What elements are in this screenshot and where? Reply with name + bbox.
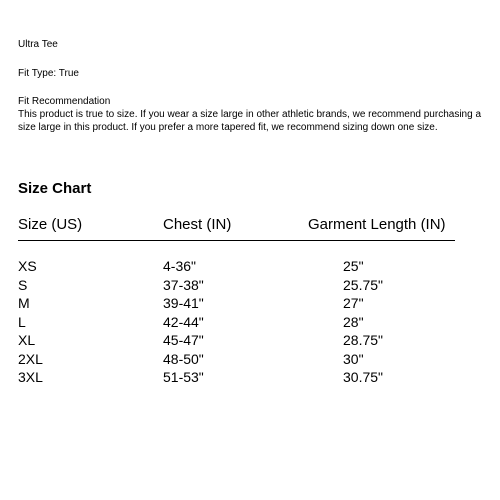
header-divider xyxy=(18,240,455,241)
chest-cell: 39-41" xyxy=(163,295,204,311)
size-cell: L xyxy=(18,313,26,330)
size-chart-header xyxy=(0,216,500,238)
chest-cell: 4-36" xyxy=(163,258,196,274)
chest-cell: 45-47" xyxy=(163,332,204,348)
table-row xyxy=(0,368,500,387)
table-row xyxy=(0,276,500,295)
size-cell: 3XL xyxy=(18,369,43,385)
length-cell: 25.75" xyxy=(343,276,384,293)
header-garment-length: Garment Length (IN) xyxy=(308,216,446,233)
size-chart-title: Size Chart xyxy=(18,180,92,197)
product-name: Ultra Tee xyxy=(18,39,58,50)
length-cell: 25" xyxy=(343,258,364,274)
size-cell: 2XL xyxy=(18,350,43,367)
chest-cell: 42-44" xyxy=(163,313,204,330)
size-cell: XL xyxy=(18,332,36,348)
fit-recommendation-title: Fit Recommendation xyxy=(18,96,111,107)
table-row xyxy=(0,294,500,313)
size-cell: S xyxy=(18,276,28,293)
table-row xyxy=(0,331,500,350)
length-cell: 28" xyxy=(343,313,364,330)
table-row xyxy=(0,350,500,369)
table-row xyxy=(0,313,500,332)
size-chart-table xyxy=(0,257,500,387)
length-cell: 30.75" xyxy=(343,369,384,385)
chest-cell: 37-38" xyxy=(163,276,204,293)
length-cell: 27" xyxy=(343,295,364,311)
size-cell: M xyxy=(18,295,30,311)
length-cell: 30" xyxy=(343,350,364,367)
length-cell: 28.75" xyxy=(343,332,384,348)
chest-cell: 51-53" xyxy=(163,369,204,385)
fit-type: Fit Type: True xyxy=(18,68,79,79)
table-row xyxy=(0,257,500,276)
header-size: Size (US) xyxy=(18,216,83,233)
header-chest: Chest (IN) xyxy=(163,216,232,233)
size-cell: XS xyxy=(18,258,37,274)
chest-cell: 48-50" xyxy=(163,350,204,367)
fit-recommendation-text: This product is true to size. If you wear a size large in other athletic brands, we recommend purchasing a size large in this product. If you prefer a more tapered fit, we recommend sizing down one size. xyxy=(18,109,482,133)
